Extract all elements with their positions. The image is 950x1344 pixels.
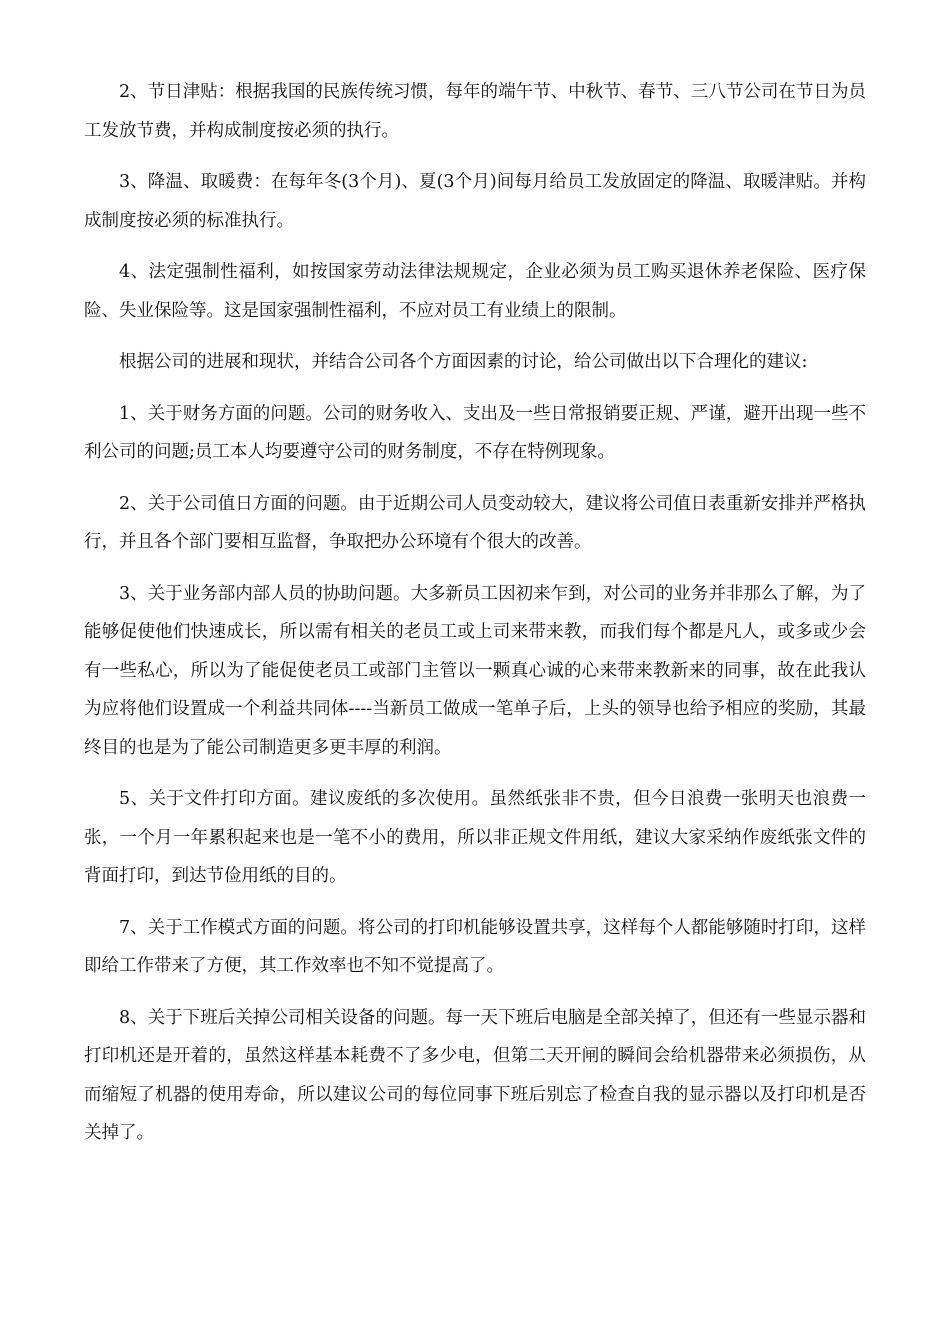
paragraph-shutdown-suggestion: 8、关于下班后关掉公司相关设备的问题。每一天下班后电脑是全部关掉了，但还有一些显示器和打印机还是开着的，虽然这样基本耗费不了多少电，但第二天开闸的瞬间会给机器带来必须损伤，从而缩短了机器的使用寿命，所以建议公司的每位同事下班后别忘了检查自我的显示器以及打印机是否关掉了。	[84, 1007, 866, 1143]
paragraph-finance-suggestion: 1、关于财务方面的问题。公司的财务收入、支出及一些日常报销要正规、严谨，避开出现一些不利公司的问题;员工本人均要遵守公司的财务制度，不存在特例现象。	[84, 403, 866, 462]
paragraph-mentoring-suggestion: 3、关于业务部内部人员的协助问题。大多新员工因初来乍到，对公司的业务并非那么了解，为了能够促使他们快速成长，所以需有相关的老员工或上司来带来教，而我们每个都是凡人，或多或少会有一些私心，所以为了能促使老员工或部门主管以一颗真心诚的心来带来教新来的同事，故在此我认为应将他们设置成一个利益共同体----当新员工做成一笔单子后，上头的领导也给予相应的奖励，其最终目的也是为了能公司制造更多更丰厚的利润。	[84, 583, 866, 758]
paragraph-statutory-welfare: 4、法定强制性福利，如按国家劳动法律法规规定，企业必须为员工购买退休养老保险、医疗保险、失业保险等。这是国家强制性福利，不应对员工有业绩上的限制。	[84, 262, 866, 321]
paragraph-holiday-allowance: 2、节日津贴：根据我国的民族传统习惯，每年的端午节、中秋节、春节、三八节公司在节日为员工发放节费，并构成制度按必须的执行。	[84, 82, 866, 141]
paragraph-printing-suggestion: 5、关于文件打印方面。建议废纸的多次使用。虽然纸张非不贵，但今日浪费一张明天也浪费一张，一个月一年累积起来也是一笔不小的费用，所以非正规文件用纸，建议大家采纳作废纸张文件的背面打印，到达节俭用纸的目的。	[84, 789, 866, 886]
paragraph-duty-roster-suggestion: 2、关于公司值日方面的问题。由于近期公司人员变动较大，建议将公司值日表重新安排并严格执行，并且各个部门要相互监督，争取把办公环境有个很大的改善。	[84, 493, 866, 552]
paragraph-suggestions-intro: 根据公司的进展和现状，并结合公司各个方面因素的讨论，给公司做出以下合理化的建议:	[119, 352, 808, 372]
paragraph-heating-cooling-allowance: 3、降温、取暖费：在每年冬(3个月)、夏(3个月)间每月给员工发放固定的降温、取暖津贴。并构成制度按必须的标准执行。	[84, 172, 866, 231]
paragraph-work-mode-suggestion: 7、关于工作模式方面的问题。将公司的打印机能够设置共享，这样每个人都能够随时打印，这样即给工作带来了方便，其工作效率也不知不觉提高了。	[84, 917, 866, 976]
document-page	[84, 73, 866, 1166]
